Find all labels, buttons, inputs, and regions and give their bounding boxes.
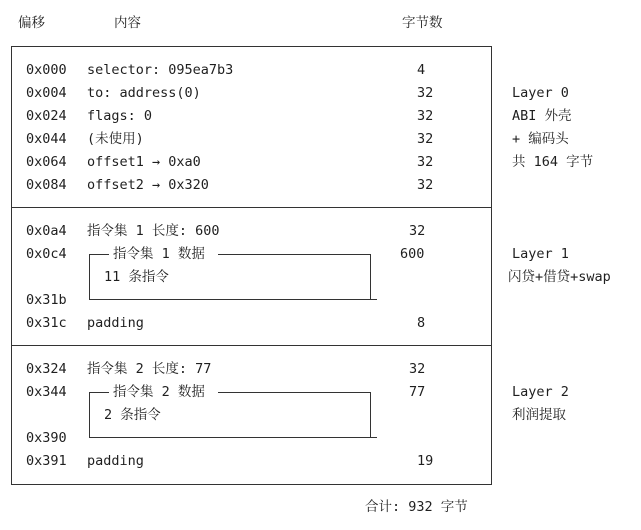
sub-box-1-bottom <box>89 299 377 300</box>
row-bytes: 32 <box>417 108 434 124</box>
row-bytes: 32 <box>417 177 434 193</box>
frame-top-border <box>11 46 492 47</box>
row-offset: 0x084 <box>26 177 67 193</box>
layer-2-title: Layer 2 <box>512 384 569 400</box>
row-content: 指令集 1 长度: 600 <box>87 223 220 239</box>
row-bytes: 4 <box>417 62 426 78</box>
sub-box-title: 指令集 2 数据 <box>113 384 205 400</box>
total-bytes: 合计: 932 字节 <box>365 499 468 515</box>
sub-box-2-right <box>370 392 371 438</box>
row-content: padding <box>87 315 144 331</box>
row-offset: 0x344 <box>26 384 67 400</box>
sub-box-2-bottom <box>89 437 377 438</box>
row-content: 指令集 2 长度: 77 <box>87 361 212 377</box>
layer-separator-2 <box>11 345 492 346</box>
row-offset: 0x064 <box>26 154 67 170</box>
sub-box-2-top-left <box>89 392 109 393</box>
layer-1-title: Layer 1 <box>512 246 569 262</box>
row-offset: 0x31b <box>26 292 67 308</box>
frame-bottom-border <box>11 484 492 485</box>
row-content: selector: 095ea7b3 <box>87 62 234 78</box>
header-bytes: 字节数 <box>402 15 443 31</box>
row-bytes: 32 <box>417 131 434 147</box>
row-offset: 0x390 <box>26 430 67 446</box>
row-offset: 0x000 <box>26 62 67 78</box>
frame-right-border <box>491 46 492 485</box>
row-offset: 0x0a4 <box>26 223 67 239</box>
header-content: 内容 <box>114 15 141 31</box>
header-offset: 偏移 <box>18 15 45 31</box>
row-offset: 0x024 <box>26 108 67 124</box>
row-content: padding <box>87 453 144 469</box>
sub-box-1-top-left <box>89 254 109 255</box>
row-bytes: 77 <box>409 384 426 400</box>
row-bytes: 32 <box>409 223 426 239</box>
row-offset: 0x391 <box>26 453 67 469</box>
sub-box-body: 11 条指令 <box>104 269 169 285</box>
row-content: to: address(0) <box>87 85 201 101</box>
layer-0-line: + 编码头 <box>512 131 569 147</box>
layer-separator-1 <box>11 207 492 208</box>
frame-left-border <box>11 46 12 485</box>
sub-box-body: 2 条指令 <box>104 407 161 423</box>
row-bytes: 19 <box>417 453 434 469</box>
row-bytes: 32 <box>409 361 426 377</box>
row-offset: 0x004 <box>26 85 67 101</box>
row-content: offset1 → 0xa0 <box>87 154 201 170</box>
row-content: offset2 → 0x320 <box>87 177 209 193</box>
row-offset: 0x0c4 <box>26 246 67 262</box>
row-bytes: 600 <box>400 246 425 262</box>
row-offset: 0x044 <box>26 131 67 147</box>
layer-0-line: ABI 外壳 <box>512 108 572 124</box>
sub-box-2-top-right <box>218 392 370 393</box>
row-bytes: 32 <box>417 85 434 101</box>
sub-box-2-left <box>89 392 90 438</box>
layer-0-title: Layer 0 <box>512 85 569 101</box>
layer-2-line: 利润提取 <box>512 407 566 423</box>
row-bytes: 32 <box>417 154 434 170</box>
layer-1-line: 闪贷+借贷+swap <box>508 269 611 285</box>
layer-0-line: 共 164 字节 <box>512 154 594 170</box>
row-offset: 0x31c <box>26 315 67 331</box>
sub-box-title: 指令集 1 数据 <box>113 246 205 262</box>
row-offset: 0x324 <box>26 361 67 377</box>
row-content: flags: 0 <box>87 108 153 124</box>
sub-box-1-right <box>370 254 371 300</box>
row-content: (未使用) <box>87 131 144 147</box>
row-bytes: 8 <box>417 315 426 331</box>
sub-box-1-top-right <box>218 254 370 255</box>
sub-box-1-left <box>89 254 90 300</box>
